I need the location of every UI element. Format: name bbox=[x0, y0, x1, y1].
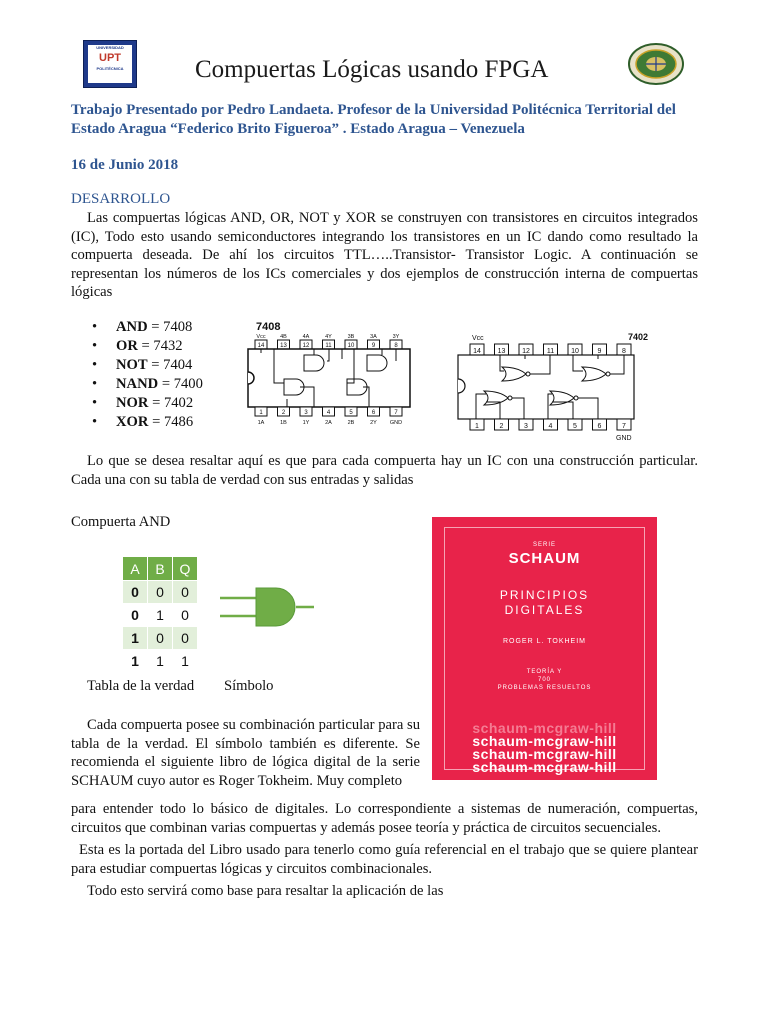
book-title-line: DIGITALES bbox=[504, 603, 585, 617]
chip-7402-label: 7402 bbox=[628, 332, 649, 342]
table-cell: 1 bbox=[123, 627, 148, 650]
publisher-line: schaum-mcgraw-hill bbox=[472, 746, 617, 762]
pin-number: 4 bbox=[326, 410, 331, 416]
page-title: Compuertas Lógicas usando FPGA bbox=[195, 56, 549, 83]
gate-name: NAND bbox=[116, 376, 159, 392]
chip-7408-label: 7408 bbox=[256, 321, 281, 333]
logo-text-mid: UPT bbox=[99, 52, 121, 64]
closing-paragraph bbox=[71, 882, 698, 901]
book-series-label: SERIE bbox=[532, 542, 556, 548]
book-author: ROGER L. TOKHEIM bbox=[502, 638, 587, 645]
section-heading: DESARROLLO bbox=[71, 191, 171, 207]
list-item bbox=[92, 356, 203, 375]
table-row bbox=[123, 604, 198, 627]
pin-name-label: 4Y bbox=[325, 334, 332, 340]
ic-code: = 7432 bbox=[137, 338, 183, 354]
table-cell: 0 bbox=[173, 604, 198, 627]
document-date: 16 de Junio 2018 bbox=[71, 157, 179, 173]
book-title-line: PRINCIPIOS bbox=[499, 588, 590, 602]
pin-number: 3 bbox=[304, 410, 308, 416]
pin-name-label: 3Y bbox=[392, 334, 400, 340]
truth-table-container bbox=[122, 556, 198, 673]
chip-body bbox=[458, 355, 634, 419]
pin-number: 5 bbox=[573, 423, 577, 430]
gate-name: OR bbox=[116, 338, 138, 354]
and-gate-heading: Compuerta AND bbox=[71, 514, 171, 530]
pin-number: 4 bbox=[548, 423, 553, 430]
book-recommendation-text: Cada compuerta posee su combinación particular para su tabla de la verdad. El símbolo también es diferente. Se recomienda el siguiente libro de lógica digital de la serie SCHAUM cuyo autor es Roger Tokheim. Muy completo bbox=[71, 717, 420, 789]
pin-name-label: 3B bbox=[347, 334, 355, 340]
list-item bbox=[92, 375, 203, 394]
and-gate-symbol bbox=[218, 584, 318, 630]
list-item bbox=[92, 394, 203, 413]
gate-name: NOT bbox=[116, 357, 148, 373]
pin-number: 12 bbox=[302, 343, 310, 349]
pin-name-label: 4B bbox=[280, 334, 287, 340]
chip-7408-diagram bbox=[244, 319, 414, 431]
pin-number: 9 bbox=[597, 348, 602, 355]
table-cell: 1 bbox=[123, 650, 148, 673]
book-title bbox=[445, 588, 644, 618]
publisher-line: schaum-mcgraw-hill bbox=[472, 720, 617, 736]
gate-name: NOR bbox=[116, 395, 149, 411]
ic-code: = 7408 bbox=[147, 319, 193, 335]
table-cell: 0 bbox=[148, 627, 173, 650]
table-header: Q bbox=[173, 557, 198, 581]
ic-code: = 7400 bbox=[158, 376, 203, 392]
gate-name: XOR bbox=[116, 414, 149, 430]
book-publisher-band bbox=[445, 722, 644, 774]
pin-number: 7 bbox=[622, 423, 626, 430]
pin-name-label: 2Y bbox=[370, 420, 377, 426]
chip-7402-diagram bbox=[452, 329, 662, 444]
university-seal-right bbox=[628, 43, 684, 85]
table-cell: 0 bbox=[123, 604, 148, 627]
pin-name-label: 3A bbox=[370, 334, 377, 340]
gnd-label: GND bbox=[616, 435, 632, 442]
author-info: Trabajo Presentado por Pedro Landaeta. Profesor de la Universidad Politécnica Territorial del Estado Aragua “Federico Brito Figueroa” . Estado Aragua – Venezuela bbox=[71, 102, 676, 137]
highlight-paragraph bbox=[71, 452, 698, 489]
pin-number: 13 bbox=[280, 343, 287, 349]
table-cell: 0 bbox=[173, 627, 198, 650]
book-subtitle-line: TEORÍA Y bbox=[526, 669, 563, 675]
book-cover-border bbox=[444, 527, 645, 775]
pin-number: 5 bbox=[349, 410, 353, 416]
pin-number: 11 bbox=[325, 343, 332, 349]
publisher-line: schaum-mcgraw-hill bbox=[472, 733, 617, 749]
pin-number: 6 bbox=[597, 423, 602, 430]
table-cell: 1 bbox=[148, 604, 173, 627]
vcc-label: Vcc bbox=[472, 335, 484, 342]
ic-number-list bbox=[92, 318, 203, 432]
list-item bbox=[92, 413, 203, 432]
truth-table-caption: Tabla de la verdad bbox=[87, 678, 195, 694]
table-row bbox=[123, 581, 198, 604]
ic-code: = 7402 bbox=[148, 395, 194, 411]
table-cell: 0 bbox=[123, 581, 148, 604]
pin-number: 10 bbox=[571, 348, 579, 355]
pin-number: 12 bbox=[522, 348, 530, 355]
pin-number: 13 bbox=[497, 348, 506, 355]
publisher-line: schaum-mcgraw-hill bbox=[472, 759, 617, 775]
table-cell: 1 bbox=[148, 650, 173, 673]
pin-number: 1 bbox=[475, 423, 479, 430]
book-cover-paragraph bbox=[71, 841, 698, 878]
pin-number: 2 bbox=[281, 410, 286, 416]
pin-number: 9 bbox=[371, 343, 376, 349]
table-header: B bbox=[148, 557, 173, 581]
pin-number: 7 bbox=[394, 410, 398, 416]
list-item bbox=[92, 337, 203, 356]
pin-name-label: 2B bbox=[347, 420, 355, 426]
truth-table bbox=[122, 556, 198, 673]
university-logo-left bbox=[83, 40, 137, 88]
gate-name: AND bbox=[116, 319, 148, 335]
pin-number: 8 bbox=[622, 348, 626, 355]
ic-code: = 7486 bbox=[148, 414, 194, 430]
table-cell: 1 bbox=[173, 650, 198, 673]
pin-number: 14 bbox=[257, 343, 265, 349]
intro-paragraph bbox=[71, 209, 698, 302]
table-cell: 0 bbox=[148, 581, 173, 604]
pin-name-label: GND bbox=[389, 420, 403, 426]
intro-paragraph-text: Las compuertas lógicas AND, OR, NOT y XOR se construyen con transistores en circuitos integrados (IC), Todo esto usando semiconductores integrando los transistores en un IC dando como resultado la compuerta deseada. De ahí los circuitos TTL…..Transistor- Transistor Logic. A continuación se representan los números de los ICs comerciales y dos ejemplos de construcción interna de compuertas lógicas bbox=[71, 210, 698, 300]
book-brand: SCHAUM bbox=[508, 550, 581, 567]
book-recommendation-paragraph bbox=[71, 716, 420, 790]
pin-number: 2 bbox=[499, 423, 504, 430]
logo-text-top: UNIVERSIDAD bbox=[96, 45, 124, 50]
table-header-row bbox=[123, 557, 198, 581]
pin-name-label: 2A bbox=[325, 420, 332, 426]
pin-number: 3 bbox=[524, 423, 528, 430]
highlight-paragraph-text: Lo que se desea resaltar aquí es que para cada compuerta hay un IC con una construcción particular. Cada una con su tabla de verdad con sus entradas y salidas bbox=[71, 453, 698, 488]
list-item bbox=[92, 318, 203, 337]
book-cover-text: Esta es la portada del Libro usado para tenerlo como guía referencial en el trabajo que se quiere plantear para estudiar compuertas lógicas y circuitos combinacionales. bbox=[71, 842, 698, 877]
pin-number: 6 bbox=[371, 410, 376, 416]
closing-paragraph-text: Todo esto servirá como base para resaltar la aplicación de las bbox=[87, 883, 444, 899]
symbol-caption: Símbolo bbox=[224, 678, 274, 694]
pin-name-label: 1A bbox=[257, 420, 265, 426]
pin-name-label: 4A bbox=[302, 334, 310, 340]
schaum-book-cover bbox=[432, 517, 657, 780]
pin-number: 11 bbox=[546, 348, 555, 355]
logo-text-bottom: POLITÉCNICA bbox=[96, 66, 124, 71]
book-contents-paragraph: para entender todo lo básico de digitales. Lo correspondiente a sistemas de numeración, compuertas, circuitos que combinan varias compuertas y además posee teoría y práctica de circuitos secuenciales. bbox=[71, 801, 698, 836]
pin-number: 10 bbox=[347, 343, 355, 349]
pin-number: 1 bbox=[259, 410, 263, 416]
table-header: A bbox=[123, 557, 148, 581]
ic-code: = 7404 bbox=[147, 357, 193, 373]
pin-name-label: 1Y bbox=[302, 420, 310, 426]
pin-number: 8 bbox=[394, 343, 398, 349]
table-row bbox=[123, 627, 198, 650]
book-subtitle-line: PROBLEMAS RESUELTOS bbox=[497, 685, 592, 691]
pin-name-label: Vcc bbox=[256, 334, 266, 340]
book-subtitle bbox=[445, 668, 644, 692]
pin-number: 14 bbox=[473, 348, 481, 355]
table-cell: 0 bbox=[173, 581, 198, 604]
pin-name-label: 1B bbox=[280, 420, 287, 426]
book-subtitle-line: 700 bbox=[537, 677, 551, 683]
table-row bbox=[123, 650, 198, 673]
